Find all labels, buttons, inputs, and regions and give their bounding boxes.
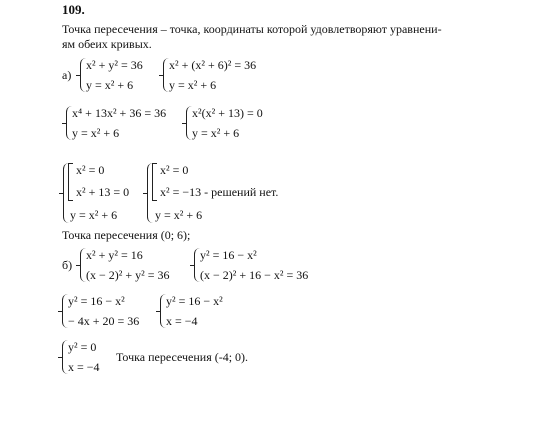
equation: y = x² + 6 [86, 78, 134, 92]
equation: y² = 0 [68, 340, 97, 354]
equation-math: x² = −13 [160, 185, 202, 199]
no-solution-note: - решений нет. [201, 185, 279, 199]
equation: y² = 16 − x² [200, 248, 257, 262]
equation: y = x² + 6 [192, 126, 240, 140]
equation: x² + y² = 16 [86, 248, 143, 262]
intro-line-1: Точка пересечения – точка, координаты которой удовлетворяют уравнени- [62, 22, 442, 36]
part-a-label: а) [62, 68, 72, 82]
equation: y² = 16 − x² [166, 294, 223, 308]
equation: y = x² + 6 [169, 78, 217, 92]
equation: (x − 2)² + 16 − x² = 36 [200, 268, 309, 282]
intro-line-2: ям обеих кривых. [62, 37, 152, 51]
equation [160, 185, 278, 199]
equation: x⁴ + 13x² + 36 = 36 [72, 106, 167, 120]
equation: x² + y² = 36 [86, 58, 143, 72]
bracket [152, 163, 157, 201]
equation: (x − 2)² + y² = 36 [86, 268, 170, 282]
equation: y = x² + 6 [72, 126, 120, 140]
equation: x²(x² + 13) = 0 [192, 106, 263, 120]
answer-a: Точка пересечения (0; 6); [62, 228, 191, 242]
equation: x = −4 [68, 360, 100, 374]
equation: x² = 0 [76, 163, 105, 177]
equation: x = −4 [166, 314, 198, 328]
equation: x² + (x² + 6)² = 36 [169, 58, 257, 72]
part-b-label: б) [62, 258, 73, 272]
problem-number: 109. [62, 2, 85, 17]
equation: y² = 16 − x² [68, 294, 125, 308]
equation: y = x² + 6 [70, 208, 118, 222]
equation: x² = 0 [160, 163, 189, 177]
equation: − 4x + 20 = 36 [68, 314, 140, 328]
equation: y = x² + 6 [155, 208, 203, 222]
answer-b: Точка пересечения (-4; 0). [116, 350, 249, 364]
equation: x² + 13 = 0 [76, 185, 130, 199]
bracket [68, 163, 73, 201]
